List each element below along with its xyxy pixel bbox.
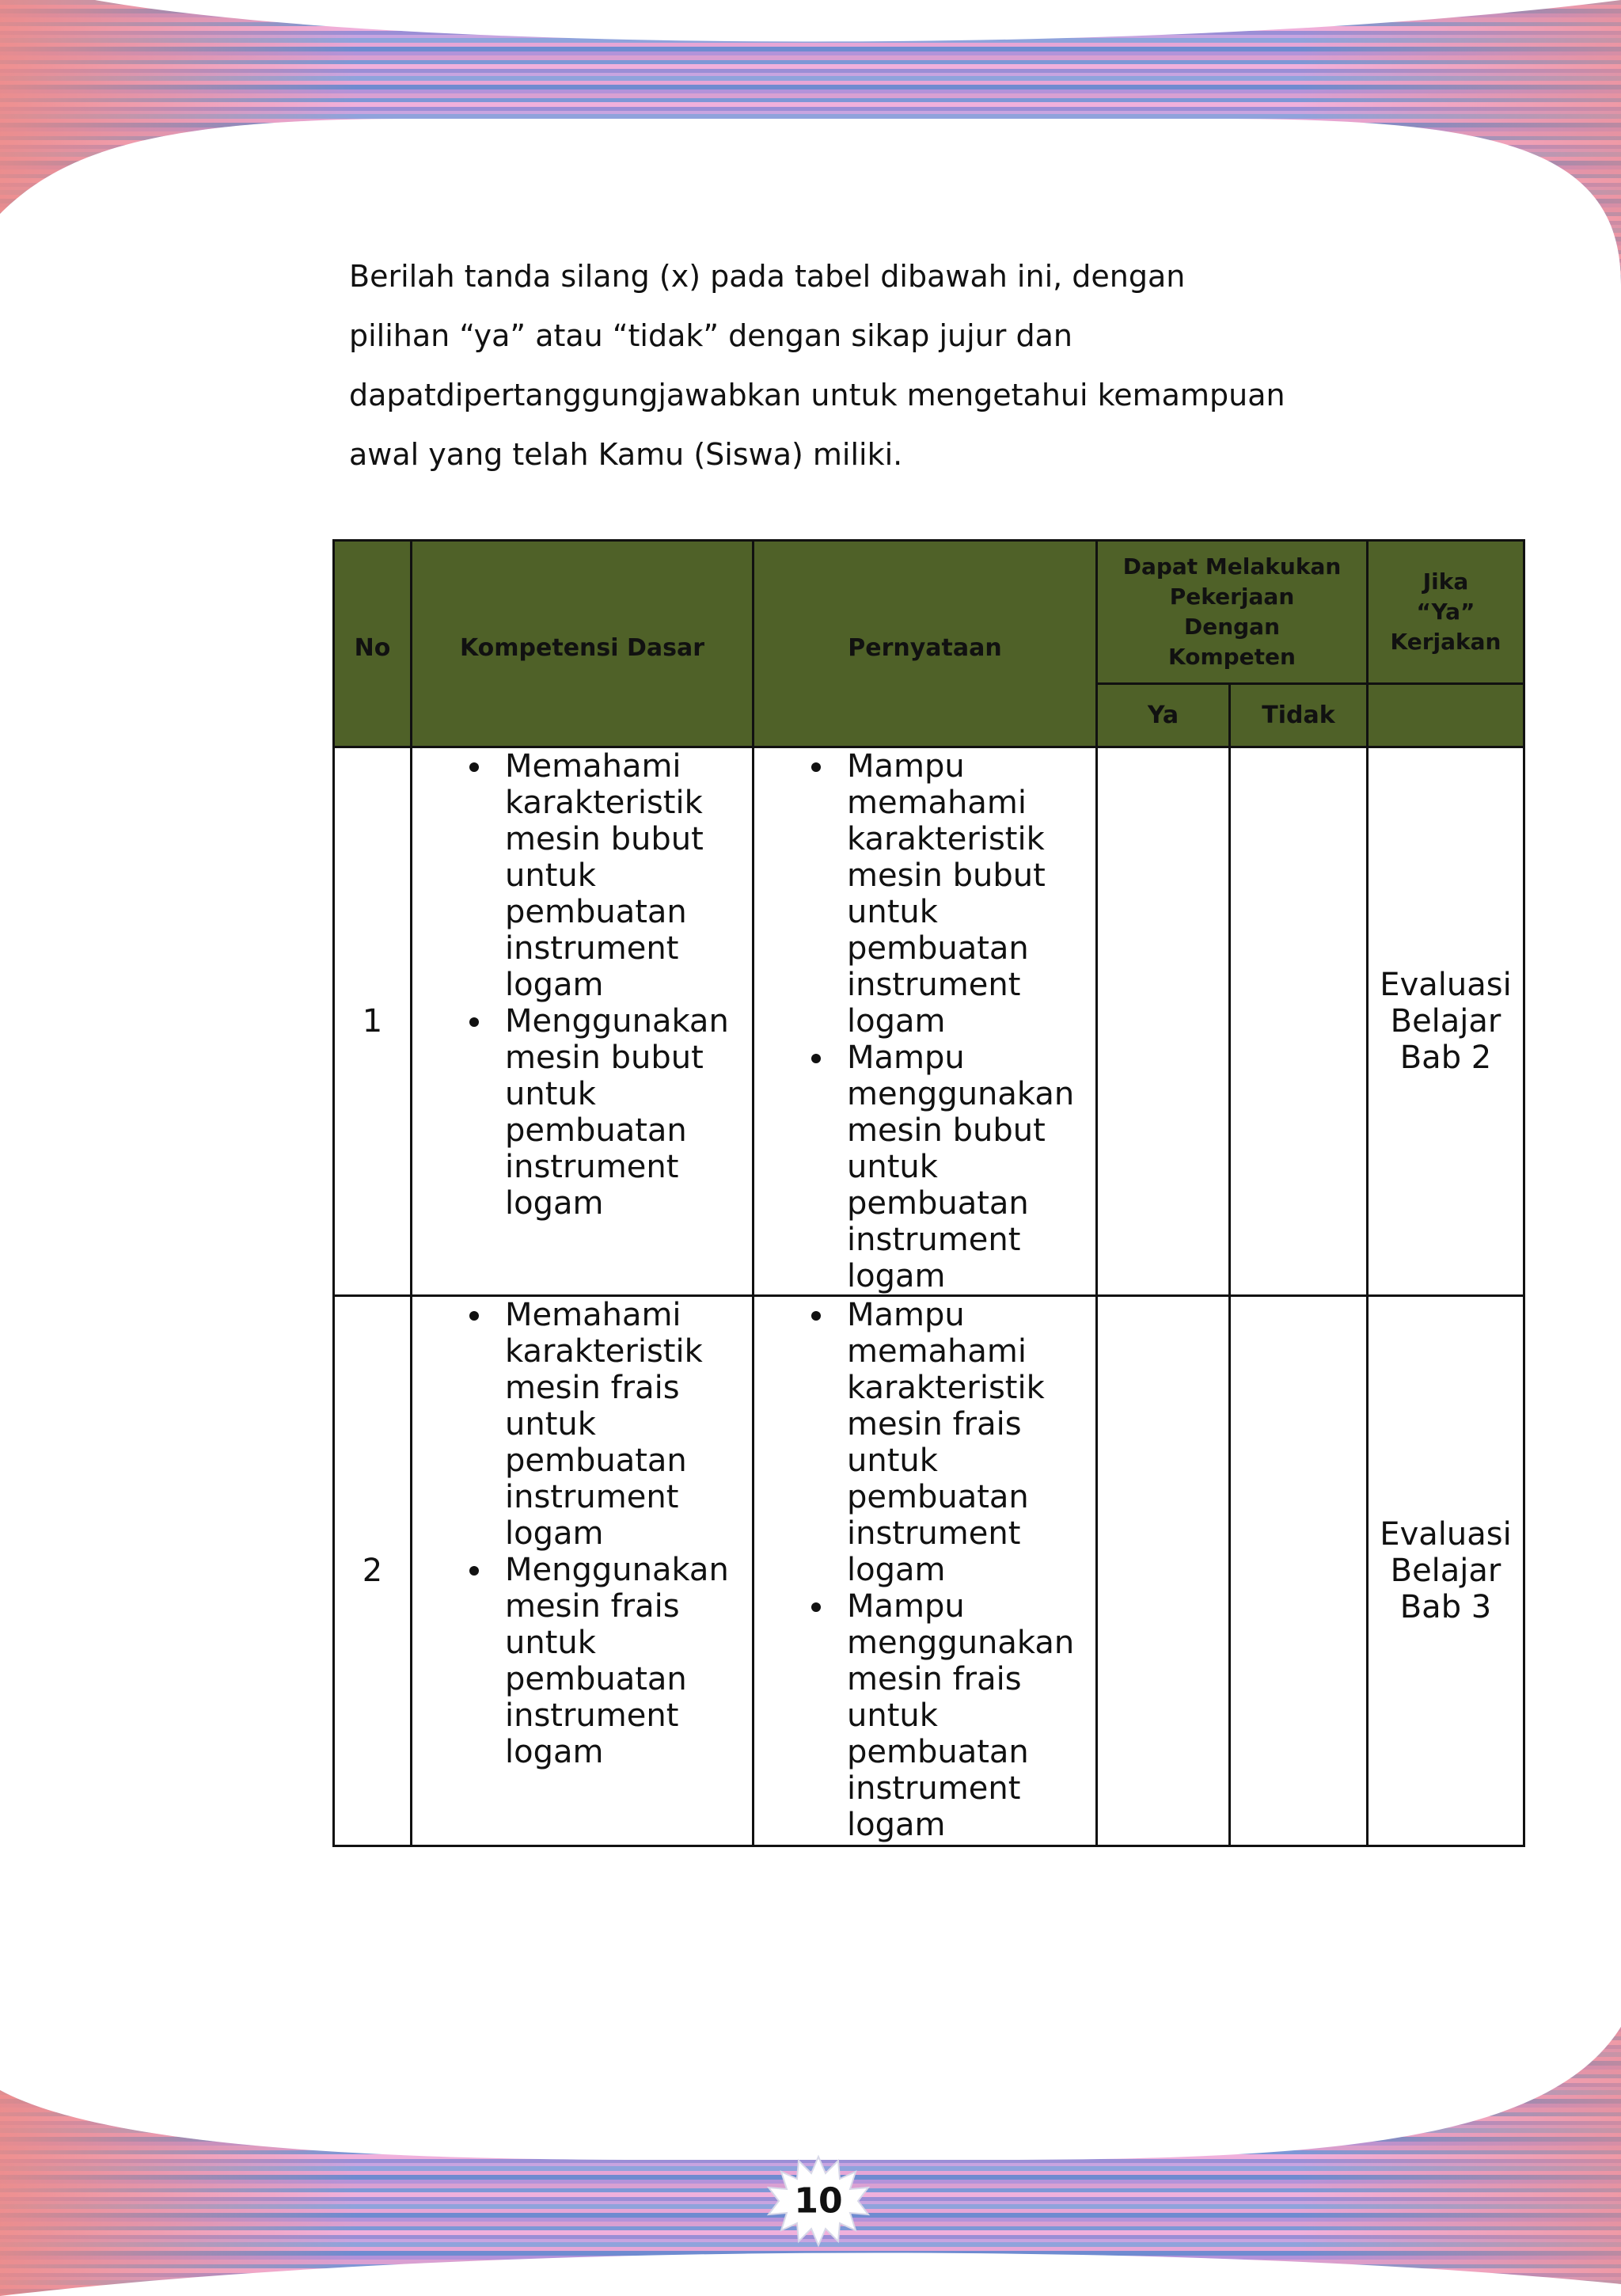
tidak-checkbox-cell[interactable] xyxy=(1230,747,1368,1296)
pernyataan-cell xyxy=(754,1296,1097,1846)
pernyataan-cell xyxy=(754,747,1097,1296)
table-row xyxy=(334,1296,1524,1846)
ya-checkbox-cell[interactable] xyxy=(1097,747,1230,1296)
header-ya: Ya xyxy=(1097,684,1230,747)
header-jika-ya xyxy=(1368,541,1524,684)
instruction-line: awal yang telah Kamu (Siswa) miliki. xyxy=(349,437,903,472)
instruction-line: pilihan “ya” atau “tidak” dengan sikap jujur dan xyxy=(349,318,1072,353)
row-number: 1 xyxy=(334,747,412,1296)
list-item: • Menggunakan mesin frais untuk pembuatan instrument logam xyxy=(494,1552,752,1770)
header-dapat-line: Dapat Melakukan xyxy=(1122,553,1342,580)
instruction-paragraph xyxy=(349,247,1331,485)
header-tidak: Tidak xyxy=(1230,684,1368,747)
tidak-checkbox-cell[interactable] xyxy=(1230,1296,1368,1846)
header-no: No xyxy=(334,541,412,747)
evaluasi-cell: Evaluasi Belajar Bab 2 xyxy=(1368,747,1524,1296)
row-number: 2 xyxy=(334,1296,412,1846)
header-kompetensi-dasar: Kompetensi Dasar xyxy=(412,541,754,747)
header-dapat-line: Dengan xyxy=(1183,614,1281,641)
table-row xyxy=(334,747,1524,1296)
header-jika-blank xyxy=(1368,684,1524,747)
kompetensi-cell xyxy=(412,1296,754,1846)
instruction-line: dapatdipertanggungjawabkan untuk mengetahui kemampuan xyxy=(349,378,1285,412)
list-item: • Mampu menggunakan mesin frais untuk pembuatan instrument logam xyxy=(836,1588,1095,1843)
header-dapat-line: Pekerjaan xyxy=(1169,584,1295,610)
list-item: • Memahami karakteristik mesin frais untuk pembuatan instrument logam xyxy=(494,1297,752,1552)
ya-checkbox-cell[interactable] xyxy=(1097,1296,1230,1846)
kompetensi-cell xyxy=(412,747,754,1296)
header-jika-line: Kerjakan xyxy=(1390,629,1501,656)
header-jika-line: “Ya” xyxy=(1416,599,1475,625)
page-number: 10 xyxy=(794,2180,843,2222)
competency-table xyxy=(332,539,1525,1847)
list-item: • Mampu memahami karakteristik mesin bubut untuk pembuatan instrument logam xyxy=(836,748,1095,1040)
instruction-line: Berilah tanda silang (x) pada tabel dibawah ini, dengan xyxy=(349,259,1186,294)
header-pernyataan: Pernyataan xyxy=(754,541,1097,747)
header-jika-line: Jika xyxy=(1422,568,1469,595)
list-item: • Menggunakan mesin bubut untuk pembuatan instrument logam xyxy=(494,1003,752,1222)
evaluasi-cell: Evaluasi Belajar Bab 3 xyxy=(1368,1296,1524,1846)
header-dapat-line: Kompeten xyxy=(1168,644,1296,671)
list-item: • Mampu memahami karakteristik mesin frais untuk pembuatan instrument logam xyxy=(836,1297,1095,1588)
header-dapat-melakukan xyxy=(1097,541,1368,684)
list-item: • Memahami karakteristik mesin bubut untuk pembuatan instrument logam xyxy=(494,748,752,1003)
list-item: • Mampu menggunakan mesin bubut untuk pembuatan instrument logam xyxy=(836,1040,1095,1294)
